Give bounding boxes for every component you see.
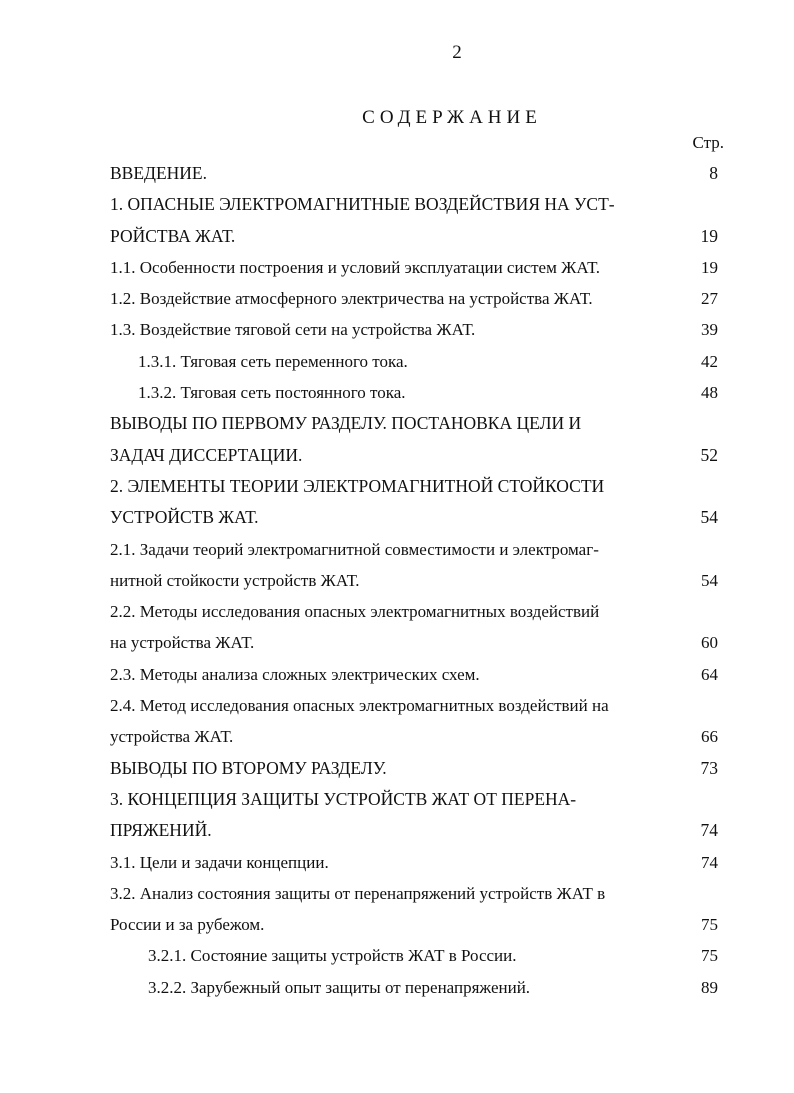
toc-entry [110,753,718,784]
table-of-contents [110,158,718,1003]
toc-entry-title: УСТРОЙСТВ ЖАТ. [110,507,259,528]
toc-entry [110,440,718,471]
toc-entry-page: 74 [700,820,718,841]
toc-entry-title: устройства ЖАТ. [110,727,234,747]
toc-entry [110,221,718,252]
toc-entry [110,909,718,940]
toc-entry-page: 39 [701,320,718,340]
toc-entry [110,314,718,345]
toc-entry [110,252,718,283]
toc-entry-title: ЗАДАЧ ДИССЕРТАЦИИ. [110,444,303,465]
toc-entry [110,377,718,408]
toc-entry [110,815,718,846]
toc-entry [110,940,718,971]
toc-entry [110,659,718,690]
toc-entry-page: 52 [700,444,718,465]
toc-entry-title: 3.1. Цели и задачи концепции. [110,852,329,872]
toc-entry-title: 3.2.2. Зарубежный опыт защиты от перенапряжений. [148,977,531,997]
toc-entry-title: 3.2.1. Состояние защиты устройств ЖАТ в России. [148,946,517,966]
toc-entry-page: 60 [701,633,718,653]
toc-entry [110,784,718,815]
toc-entry [110,408,718,439]
toc-entry [110,596,718,627]
toc-entry-title: ПРЯЖЕНИЙ. [110,820,212,841]
toc-entry-page: 8 [709,163,718,183]
toc-entry-title: 2. ЭЛЕМЕНТЫ ТЕОРИИ ЭЛЕКТРОМАГНИТНОЙ СТОЙКОСТИ [110,475,605,496]
toc-entry-title: 1. ОПАСНЫЕ ЭЛЕКТРОМАГНИТНЫЕ ВОЗДЕЙСТВИЯ НА УСТ- [110,194,615,215]
toc-entry-page: 19 [700,225,718,246]
toc-entry-page: 75 [701,915,718,935]
toc-entry-page: 42 [701,351,718,371]
toc-entry-page: 73 [700,757,718,778]
toc-entry [110,972,718,1003]
toc-entry [110,690,718,721]
toc-entry-title: нитной стойкости устройств ЖАТ. [110,570,360,590]
toc-entry-title: 1.3.1. Тяговая сеть переменного тока. [138,351,408,371]
toc-entry-title: РОЙСТВА ЖАТ. [110,225,236,246]
toc-entry-title: 1.3. Воздействие тяговой сети на устройства ЖАТ. [110,320,476,340]
toc-entry [110,847,718,878]
toc-entry-page: 27 [701,289,718,309]
toc-entry [110,721,718,752]
toc-entry [110,565,718,596]
toc-entry-title: 1.1. Особенности построения и условий эксплуатации систем ЖАТ. [110,257,601,277]
toc-entry [110,283,718,314]
toc-entry-page: 19 [701,257,718,277]
toc-entry-title: 3. КОНЦЕПЦИЯ ЗАЩИТЫ УСТРОЙСТВ ЖАТ ОТ ПЕРЕНА- [110,788,577,809]
toc-entry-title: на устройства ЖАТ. [110,633,255,653]
toc-entry-page: 54 [700,507,718,528]
toc-entry-title: ВЫВОДЫ ПО ПЕРВОМУ РАЗДЕЛУ. ПОСТАНОВКА ЦЕЛИ И [110,413,582,434]
toc-entry-title: 2.1. Задачи теорий электромагнитной совместимости и электромаг- [110,539,599,559]
toc-entry [110,346,718,377]
toc-entry-page: 89 [701,977,718,997]
toc-entry-title: России и за рубежом. [110,915,265,935]
toc-entry-title: 1.2. Воздействие атмосферного электричества на устройства ЖАТ. [110,289,593,309]
toc-entry [110,534,718,565]
toc-entry [110,158,718,189]
page-column-label: Стр. [692,133,724,152]
toc-entry-page: 64 [701,664,718,684]
page-title: СОДЕРЖАНИЕ [362,107,542,128]
toc-entry-title: 1.3.2. Тяговая сеть постоянного тока. [138,383,406,403]
toc-entry-title: 2.2. Методы исследования опасных электромагнитных воздействий [110,602,600,622]
toc-entry [110,502,718,533]
toc-entry [110,627,718,658]
toc-entry-page: 74 [701,852,718,872]
toc-entry-title: ВВЕДЕНИЕ. [110,163,208,183]
toc-entry-page: 48 [701,383,718,403]
toc-entry-title: 2.4. Метод исследования опасных электромагнитных воздействий на [110,696,609,716]
toc-entry-page: 54 [701,570,718,590]
page-number: 2 [452,42,462,63]
toc-entry-title: 3.2. Анализ состояния защиты от перенапряжений устройств ЖАТ в [110,883,606,903]
toc-entry-title: ВЫВОДЫ ПО ВТОРОМУ РАЗДЕЛУ. [110,757,387,778]
toc-entry-page: 66 [701,727,718,747]
toc-entry [110,471,718,502]
toc-entry-page: 75 [701,946,718,966]
toc-entry [110,189,718,220]
toc-entry-title: 2.3. Методы анализа сложных электрических схем. [110,664,480,684]
toc-entry [110,878,718,909]
